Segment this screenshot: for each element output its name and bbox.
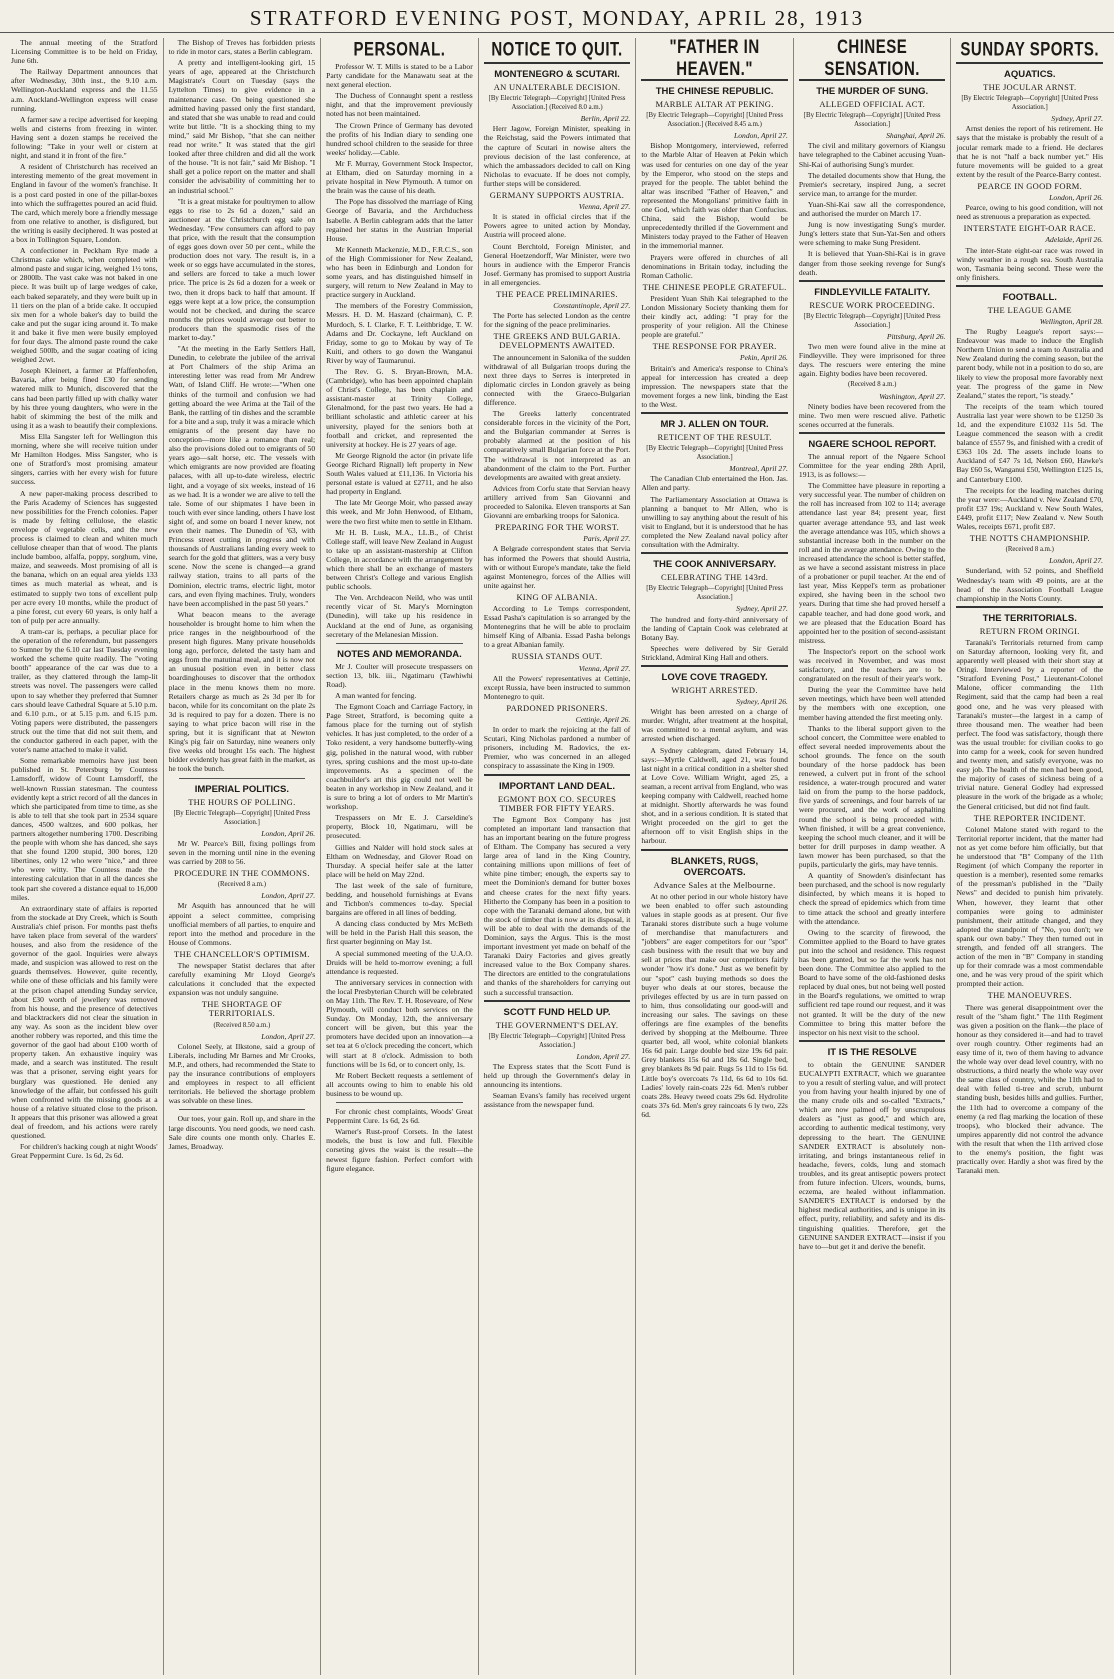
dateline: Montreal, April 27. xyxy=(729,464,788,474)
paragraph: Colonel Seely, at Ilkstone, said a group of Liberals, including Mr Barnes and Mr Crooks, M.P., and others, had recommended the State to pay the insurance contributions of employers and employees in respect to all efficient territorials. He believed the shortage problem was solvable on these lines. xyxy=(168,1041,316,1106)
paragraph: Yuan-Shi-Kai saw all the correspondence, and authorised the murder on March 17. xyxy=(798,199,946,219)
paragraph: Herr Jagow, Foreign Minister, speaking in the Reichstag, said the Powers intimated that the capture of Scutari in nowise alters the previous decision of the last conference, at which the ambassadors decided to call on King Nicholas to evacuate. If he does not comply, further steps will be considered. xyxy=(483,124,631,188)
paragraph: Wright has been arrested on a charge of murder. Wright, after treatment at the hospital, was committed to a mental asylum, and was arrested when discharged. xyxy=(641,707,788,744)
column-headline: NOTICE TO QUIT. xyxy=(491,38,623,61)
article-headline: IT IS THE RESOLVE xyxy=(827,1046,917,1058)
paragraph: The Bishop of Treves has forbidden priests to ride in motor cars, states a Berlin cablegram. xyxy=(168,38,316,57)
sub-headline: THE CHANCELLOR'S OPTIMISM. xyxy=(174,948,310,959)
divider xyxy=(179,1109,306,1110)
column-4 xyxy=(478,38,636,1675)
sub-headline: GERMANY SUPPORTS AUSTRIA. xyxy=(489,190,625,201)
sub-headline: AN UNALTERABLE DECISION. xyxy=(493,82,621,92)
paragraph: The annual report of the Ngaere School Committee for the year ending 28th April, 1913, is as follows:— xyxy=(798,451,946,480)
dateline: Sydney, April 27. xyxy=(1051,114,1104,124)
article-headline: FINDLEYVILLE FATALITY. xyxy=(814,286,931,298)
paragraph: Miss Ella Sangster left for Wellington this morning, where she will receive tuition under Mr Hamilton Hodges. Miss Sangster, who is one of Stratford's most promising amateur singers, carries with her every wish for future success. xyxy=(11,431,158,487)
article-headline: AQUATICS. xyxy=(1003,69,1056,80)
sub-headline: THE HOURS OF POLLING. xyxy=(188,796,296,807)
dateline: London, April 27. xyxy=(576,1051,631,1061)
paragraph: Warner's Rust-proof Corsets. In the latest models, the bust is low and full. Flexible corseting gives the waist is the result—the newest figure fashion. Perfect comfort with figure elegance. xyxy=(326,1127,473,1173)
column-3 xyxy=(320,38,478,1675)
paragraph: An extraordinary state of affairs is reported from the stockade at Dry Creek, which is South Australia's chief prison. For months past thefts have taken place from several of the warders' houses, and also from the residence of the governor of the gaol. Inquiries were always made, and suspicion was allowed to rest on the guards themselves. However, quite recently, while one of these officials and his family were at the prison chapel attending Sunday service, about £30 worth of jewellery was removed from his house, and the presence of detectives and blacktrackers did not clear the situation in any way. As soon as the incident blew over another robbery was reported, and this time the governor of the gaol had about £100 worth of property taken. An exhaustive inquiry was made, and a search was instituted. The result was that a prisoner, serving eight years for burglary was questioned. He denied any knowledge of the affair, but confessed his guilt when confronted with the missing goods at a house of a relative situated close to the prison. It appears that this prisoner was allowed a great deal of freedom, and his actions were rarely questioned. xyxy=(11,903,158,1141)
paragraph: Mr Kenneth Mackenzie, M.D., F.R.C.S., son of the High Commissioner for New Zealand, who has been in Edinburgh and London for some years, and has distinguished himself in surgery, will return to New Zealand in May to practice surgery in Auckland. xyxy=(326,244,473,300)
article-headline: MR J. ALLEN ON TOUR. xyxy=(660,419,769,430)
dateline: London, April 27. xyxy=(1049,556,1104,566)
article-headline: IMPERIAL POLITICS. xyxy=(194,783,290,795)
sub-headline: CELEBRATING THE 143rd. xyxy=(660,572,769,583)
credit-line: [By Electric Telegraph—Copyright] [United Press Association.] xyxy=(173,809,311,826)
paragraph: Professor W. T. Mills is stated to be a Labor Party candidate for the Manawatu seat at the next general election. xyxy=(326,62,473,90)
dateline: Sydney, April 27. xyxy=(736,604,788,614)
sub-headline: THE JOCULAR ARNST. xyxy=(983,82,1077,92)
sub-headline: ALLEGED OFFICIAL ACT. xyxy=(819,99,926,109)
paragraph: At no other period in our whole history have we been enabled to offer such astounding values in staple goods as at present. Our five Taranaki stores distribute such a huge volume of merchandise that manufacturers and "jobbers" are eager competitors for our "spot" cash business with the result that we buy and sell at prices that make our competitors fairly wonder "how it's done." Just as we benefit by our "spot" cash buying methods so does the buyer who deals at our stores, because the privileges effected by us are in turn passed on to him, thus consolidating our good-will and increasing our sales. The savings on these offerings are fine examples of the benefits derived by shopping at the Melbourne. Three quarter bed, all wool, white colonial blankets 16s 6d pair. Large double bed size 19s 6d pair. Grey blankets 15s 6d and 18s 6d. Single bed, grey blankets 8s 9d pair. Rugs 5s 11d to 15s 6d. Little boy's overcoats 7s 11d, 6s 6d to 10s 6d. Ladies' lovely rain-coats 22s 6d. Men's rubber coats 28s. Heavy tweed coats 29s 6d. Hydrolite coats 37s 6d. Men's grey raincoats 6 ly two, 22s 6d. xyxy=(641,891,788,1119)
paragraph: "It is a great mistake for poultrymen to allow eggs to rise to 2s 6d a dozen," said an auctioneer at the Christchurch egg sale on Wednesday. "Few consumers can afford to pay that price, with the result that the consumption of eggs goes down over 50 per cent., while the production does not vary. The result is, in a week or so eggs have accumulated in the stores, and sellers are forced to take a much lower price. The price is 2s 6d a dozen for a week or two, then it drops back to half that amount. If eggs were kept at a low price, the consumption would not be checked, and during the scarce months the prices would average out better to producers than the spasmodic rises of the market to-day." xyxy=(168,196,316,342)
paragraph: The Ven. Archdeacon Neild, who was until recently vicar of St. Mary's Mornington (Dunedin), will take up his residence in Auckland at the end of June, as organising secretary of the Melanesian Mission. xyxy=(326,593,473,639)
paragraph: The Porte has selected London as the centre for the signing of the peace preliminaries. xyxy=(483,311,631,330)
paragraph: Bishop Montgomery, interviewed, referred to the Marble Altar of Heaven at Pekin which was used for centuries on one day of the year by the Emperor, who stood on the steps and prayed for the people. The tablet behind the altar was inscribed "Father of Heaven," and represented the Mongolians' primitive faith in one God, which faith was older than Confucius. China, said the Bishop, would be unprecedentedly thrilled if the Government and Ministers today prayed to the Father of Heaven in the immemorial manner. xyxy=(641,141,788,251)
paragraph: What beacon means to the average householder is brought home to him when the price ranges in the neighbourhood of the present high figures. Many private households long ago, perforce, deleted the tasty ham and eggs from the matutinal meal, and it is now not an unusual position even in better class boardinghouses to discover that the orthodox place in the menu knows them no more. Retailers charge as much as 2s 3d per lb for bacon, while for its concomitant on the plate 2s 3d is required to pay for a dozen. There is no saying to what price bacon will rise in the spring, but it is significant that at Newton King's pig fair on Saturday, nine weaners only five weeks old brought 15s each. The highest bidder evidently has great faith in the market, as he took the bunch. xyxy=(168,609,316,774)
dateline: London, April 27. xyxy=(261,891,316,901)
divider xyxy=(956,606,1103,608)
paragraph: Mr W. Pearce's Bill, fixing pollings from seven in the morning until nine in the evening was carried by 208 to 56. xyxy=(168,838,316,867)
column-2 xyxy=(163,38,321,1675)
paragraph: The Railway Department announces that after Wednesday, 30th inst., the 9.10 a.m. Wellington-Auckland express and the 11.55 a.m. Auckland-Wellington express will cease running. xyxy=(11,67,158,113)
paragraph: A new paper-making process described to the Paris Academy of Sciences has suggested new possibilities for the French colonies. Paper is made by felting cellulose, the elastic envelope of vegetable cells, and the new process is claimed to clean and whiten much cellulose cheaper than that of wood. The plants include bamboo, alfalfa, poppy, sorghum, vine, maize, and seaweeds. Most promising of all is the banana, which on an equal area yields 133 times as much material as wheat, and is estimated to supply two tons of excellent pulp per acre every 10 months, while the product of a pine forest, cut every 60 years, is only half a ton of pulp per acre annually. xyxy=(11,488,158,625)
credit-line: [By Electric Telegraph—Copyright] [United Press Association.] xyxy=(803,312,941,329)
paragraph: Ninety bodies have been recovered from the mine. Two men were rescued alive. Pathetic scenes occurred at the funerals. xyxy=(798,401,946,429)
sub-headline: THE PEACE PRELIMINARIES. xyxy=(496,288,618,299)
paragraph: Owing to the scarcity of firewood, the Committee applied to the Board to have grates put into the school and residence. This request has been granted, but so far the work has not been done. The Committee also applied to the Board to have some of the old-fashioned desks replaced by dual ones, but not being well posted in the Board's regulations, we omitted to wrap sufficient red tape round our request, and it was not granted. It will be the duty of the new Committee to bring this matter before the inspector on his next visit to the school. xyxy=(798,927,946,1037)
paragraph: Taranaki's Territorials returned from camp on Saturday afternoon, looking very fit, and apparently well pleased with their short stay at Oringi. Interviewed by a reporter of the "Stratford Evening Post," Lieutenant-Colonel Malone, officer commanding the 11th Regiment, said that the camp had been a real good one, and he was very pleased with Taranaki's muster—the largest in a camp of three thousand men. The weather had been perfect. The food was satisfactory, though there was the usual trouble: for civilian cooks to go into camp for a week, cook for seven hundred and twenty men, and satisfy everyone, was no easy job. The health of the men had been good, the majority of cases of sickness being of a trivial nature. General Godley had expressed pleasure in the work of the brigade as a whole; the General criticised, but did not find fault. xyxy=(956,637,1104,811)
sub-headline: RUSSIA STANDS OUT. xyxy=(511,651,603,662)
divider xyxy=(484,774,631,776)
credit-line: (Received 8 a.m.) xyxy=(217,881,267,889)
sub-headline: RESCUE WORK PROCEEDING. xyxy=(809,299,935,310)
paragraph: A tram-car is, perhaps, a peculiar place for the operation of the referendum, but passengers to Sumner by the 6.10 car last Tuesday evening worked the scheme quite readily. The "voting booth" appearance of the car was due to a trailer, as they clattered through the lamp-lit streets was novel. The passengers were called upon to say whether they preferred that Sumner cars should leave Cathedral Square at 5.10 p.m. and 6.10 p.m., or at 5.15 p.m. and 6.15 p.m. Voting papers were distributed, the passengers struck out the time that did not suit them, and the conductor gathered in each paper, with the voter's name attached to make it valid. xyxy=(11,626,158,755)
divider xyxy=(641,665,788,667)
column-7 xyxy=(950,38,1108,1675)
divider xyxy=(956,285,1103,287)
dateline: London, April 27. xyxy=(734,131,788,141)
paragraph: In order to mark the rejoicing at the fall of Scutari, King Nicholas pardoned a number of prisoners, including M. Radovics, the ex-Premier, who was concerned in an alleged conspiracy to assassinate the King in 1909. xyxy=(483,725,631,771)
paragraph: The members of the Forestry Commission, Messrs. H. D. M. Haszard (chairman), C. P. Murdoch, S. I. Clarke, F. T. Leithbridge, T. W. Adams and Dr. Cockayne, left Auckland on Friday, some to go to Mokau by way of Te Kuiti, and others to go down the Wanganui River by way of Taumarunui. xyxy=(326,301,473,365)
paragraph: The hundred and forty-third anniversary of the landing of Captain Cook was celebrated at Botany Bay. xyxy=(641,614,788,642)
paragraph: The Parliamentary Association at Ottawa is planning a banquet to Mr Allen, who is unwilling to say anything about the result of his visit to England, but it is understood that he has completed the New Zealand naval policy after consultation with the Admiralty. xyxy=(641,494,788,550)
divider xyxy=(336,643,463,644)
paragraph: Joseph Kleinert, a farmer at Pfaffenhofen, Bavaria, after being fined £30 for sending watered milk to Munich, discovered that the cans had been partly filled up with chalky water by his three young daughters, who were in the habit of skimming the best of the milk and using it as a wash to beautify their complexions. xyxy=(11,366,158,430)
paragraph: Thanks to the liberal support given to the school concert, the Committee were enabled to effect several needed improvements about the school grounds. The fence on the south boundary of the horse paddock has been renewed, a culvert put in front of the school residence, a water-trough procured and water laid on from the pump to the horse paddock, five yards of screenings, and four barrels of tar were procured, and the work of asphalting round the school is being proceeded with. When finished, it will be a great convenience, keeping the school much cleaner, and it will be better for drill purposes in damp weather. A lawn mower has been purchased, so that the pupils, particularly the girls, may have tennis. xyxy=(798,723,946,870)
divider xyxy=(484,1000,631,1002)
paragraph: The anniversary services in connection with the local Presbyterian Church will be celebrated on May 11th. The Rev. T. H. Roseveare, of New Plymouth, will conduct both services on the Sunday. On Monday, 12th, the anniversary concert will be given, but this year the promoters have decided upon an innovation—a set tea at 6 o'clock preceding the concert, which will start at 8 o'clock. Admission to both functions will be 1s 6d, or to concert only, 1s. xyxy=(326,977,473,1069)
paragraph: A dancing class conducted by Mrs McBeth will be held in the Parish Hall this season, the first quarter beginning on May 1st. xyxy=(326,919,473,947)
column-headline: CHINESE SENSATION. xyxy=(824,38,920,81)
paragraph: A special summoned meeting of the U.A.O. Druids will be held to-morrow evening; a full attendance is requested. xyxy=(326,948,473,976)
paragraph: According to Le Temps correspondent, Essad Pasha's capitulation is so arranged by the Montenegrins that he will be able to proclaim himself King of Albania. Essad Pasha belongs to a great Albanian family. xyxy=(483,603,631,650)
dateline: Adelaide, April 26. xyxy=(1045,235,1104,245)
divider xyxy=(799,432,946,434)
article-headline: THE TERRITORIALS. xyxy=(982,612,1077,624)
dateline: Wellington, April 28. xyxy=(1039,316,1104,326)
paragraph: Arnst denies the report of his retirement. He says that the mistake is probably the result of a jocular remark made to a friend. He declares that he is not "half a back number yet." His future movements will be guided to a great extent by the result of the Pearce-Barry contest. xyxy=(956,124,1104,179)
paragraph: The Express states that the Scott Fund is held up through the Government's delay in announcing its intentions. xyxy=(483,1062,631,1090)
paragraph: President Yuan Shih Kai telegraphed to the London Missionary Society thanking them for their kindly act, adding: "I pray for the prosperity of your religion. All the Chinese people are grateful." xyxy=(641,293,788,340)
divider xyxy=(799,280,946,282)
dateline: London, April 26. xyxy=(1049,193,1104,203)
dateline: London, April 26. xyxy=(261,828,316,838)
paragraph: Mr H. B. Lusk, M.A., LL.B., of Christ College staff, will leave New Zealand in August to take up an assistant-mastership at Clifton College, in accordance with the arrangement by which there shall be an exchange of masters between Christ's College and various English public schools. xyxy=(326,527,473,592)
sub-headline: KING OF ALBANIA. xyxy=(516,591,598,602)
paragraph: Mr Asquith has announced that he will appoint a select committee, comprising unofficial members of all parties, to enquire and report into the method and procedure in the House of Commons. xyxy=(168,901,316,947)
sub-headline: PARDONED PRISONERS. xyxy=(506,702,608,713)
sub-headline: THE REPORTER INCIDENT. xyxy=(973,812,1086,823)
divider xyxy=(179,778,306,779)
paragraph: Seaman Evans's family has received urgent assistance from the newspaper fund. xyxy=(483,1091,631,1110)
paragraph: It is believed that Yuan-Shi-Kai is in grave danger from those seeking revenge for Sung's death. xyxy=(798,249,946,277)
credit-line: (Received 8 a.m.) xyxy=(848,381,897,389)
column-headline: PERSONAL. xyxy=(353,38,446,61)
credit-line: (Received 8.50 a.m.) xyxy=(213,1021,271,1029)
sub-headline: PROCEDURE IN THE COMMONS. xyxy=(173,868,310,879)
article-headline: THE MURDER OF SUNG. xyxy=(816,86,929,97)
paragraph: All the Powers' representatives at Cettinje, except Russia, have been instructed to summon Montenegro to quit. xyxy=(483,673,631,701)
paragraph: It is stated in official circles that if the Powers agree to united action by Monday, Austria will proceed alone. xyxy=(483,212,631,240)
sub-headline: THE RESPONSE FOR PRAYER. xyxy=(652,341,777,352)
dateline: Pittsburg, April 26. xyxy=(886,331,946,341)
dateline: Pekin, April 26. xyxy=(739,353,788,363)
dateline: Vienna, April 27. xyxy=(578,202,631,212)
paragraph: The late Mr George Moir, who passed away this week, and Mr John Henwood, of Eltham, were the two first white men to settle in Eltham. xyxy=(326,498,473,526)
sub-headline: THE CHINESE PEOPLE GRATEFUL. xyxy=(642,281,787,292)
divider xyxy=(336,1102,463,1103)
article-headline: NOTES AND MEMORANDA. xyxy=(337,648,462,660)
paragraph: The inter-State eight-oar race was rowed in windy weather in a rough sea. South Australia won, Tasmania being second. These were the only finishers. xyxy=(956,245,1104,282)
paragraph: The Egmont Coach and Carriage Factory, in Page Street, Stratford, is becoming quite a famous place for the turning out of stylish vehicles. It has just completed, to the order of a Toko resident, a very handsome butterfly-wing gig, polished in the natural wood, with rubber tyres, spring cushions and the most up-to-date improvements. As a specimen of the coachbuilder's art this gig could not well be beaten in any workshop in New Zealand, and it is sure to bring a lot of orders to Mr Martin's workshop. xyxy=(326,702,473,812)
paragraph: Prayers were offered in churches of all denominations in Britain today, including the Roman Catholic. xyxy=(641,252,788,280)
paragraph: During the year the Committee have held seven meetings, which have been well attended by the members with one exception, one member having attended the first meeting only. xyxy=(798,685,946,722)
divider xyxy=(956,62,1103,64)
paragraph: A man wanted for fencing. xyxy=(335,691,417,700)
sub-headline: THE LEAGUE GAME xyxy=(987,304,1072,315)
sub-headline: THE SHORTAGE OF TERRITORIALS. xyxy=(201,999,283,1019)
article-headline: NGAERE SCHOOL REPORT. xyxy=(808,438,936,450)
paragraph: The Canadian Club entertained the Hon. Jas. Allen and party. xyxy=(641,474,788,493)
credit-line: [By Electric Telegraph—Copyright] [United Press Association.] (Received 8.45 a.m.) xyxy=(646,112,784,129)
paragraph: Some remarkable memoirs have just been published in St. Petersburg by Countess Lamsdorff, widow of Count Lamsdorff, the well-known Russian statesman. The countess evidently kept a strict record of all the dances in which she participated from time to time, as she is able to tell that she took part in 2534 square dances, 4500 waltzes, and 600 polkas, her partners altogether numbering 1700. Describing the people with whom she has danced, she says that she found 1200 stupid, 300 bores, 120 libertines, only 12 who were "nice," and three who were witty. The Countess made the interesting calculation that in all the dances she took part she covered a distance equal to 16,000 miles. xyxy=(11,756,158,902)
paragraph: The announcement in Salonika of the sudden withdrawal of all Bulgarian troops during the next three days to Serres is interpreted in diplomatic circles in London gravely as being connected with the Graeco-Bulgarian difference. xyxy=(483,352,631,407)
paragraph: Mr J. Coulter will prosecute trespassers on section 13, blk. iii., Ngatimaru (Tawhiwhi Road). xyxy=(326,661,473,689)
sub-headline: PEARCE IN GOOD FORM. xyxy=(977,180,1083,191)
paragraph: The Committee have pleasure in reporting a very successful year. The number of children on the roll has increased from 102 to 114; average attendance last year 84; present year, first quarter average attendance 93, and last week the average attendance was 105, which shows a substantial increase both in the number on the roll and in the average attendance. Owing to the increased attendance the school is better staffed, as we have a second assistant mistress in place of a probationer or pupil teacher. At the end of last year, Miss Keppel's term as probationer expired, she having been in the school two years. During that time she had proved herself a capable teacher, and had done good work, and we are pleased that the Education Board has appointed her to the position of second-assistant mistress. xyxy=(798,481,946,645)
dateline: Vienna, April 27. xyxy=(578,663,631,673)
dateline: Sydney, April 26. xyxy=(736,697,788,707)
dateline: Cettinje, April 26. xyxy=(575,715,631,724)
paragraph: Mr Robert Beckett requests a settlement of all accounts owing to him to enable his old business to be wound up. xyxy=(326,1070,473,1098)
dateline: Washington, April 27. xyxy=(879,391,946,401)
article-headline: THE COOK ANNIVERSARY. xyxy=(653,559,776,571)
sub-headline: INTERSTATE EIGHT-OAR RACE. xyxy=(963,223,1096,234)
sub-headline: MARBLE ALTAR AT PEKING. xyxy=(655,99,774,109)
paragraph: For chronic chest complaints, Woods' Great Peppermint Cure. 1s 6d, 2s 6d. xyxy=(326,1107,473,1126)
sub-headline: THE GREEKS AND BULGARIA. DEVELOPMENTS AWAITED. xyxy=(493,331,621,351)
column-1 xyxy=(6,38,163,1675)
sub-headline: EGMONT BOX CO. SECURES TIMBER FOR FIFTY YEARS. xyxy=(497,793,617,813)
paragraph: The Greeks latterly concentrated considerable forces in the vicinity of the Port, and the Bulgarian commander at Serres is probably alarmed at the position of his comparatively small Bulgarian force at the Port. The withdrawal is not interpreted as an abandonment of the claim to the Port. Further developments are awaited with great anxiety. xyxy=(483,409,631,482)
divider xyxy=(641,412,788,414)
paragraph: Mr George Rignold the actor (in private life George Richard Rignall) left property in New South Wales valued at £11,136. In Victoria his personal estate is valued at £2711, and he also had property in England. xyxy=(326,450,473,497)
paragraph: The Egmont Box Company has just completed an important land transaction that has an important bearing on the future progress of Eltham. The Company has secured a very large area of land in the King Country, containing millions upon millions of feet of white pine timber; enough, the experts say to meet the Dominion's demand for butter boxes and cheese crates for the next fifty years. Hitherto the Company has been in a position to cope with the Taranaki demand alone, but with the stock of timber that is now at its disposal, it will be able to deal with the demands of the Dominion, says the Argus. This is the most important investment yet made on behalf of the Taranaki Dairy Factories and gives greatly increased value to the Box Company shares. The directors are entitled to the congratulations and thanks of the shareholders for carrying out such a successful transaction. xyxy=(483,814,631,997)
paragraph: The Crown Prince of Germany has devoted the profits of his Indian diary to sending one hundred school children to the seaside for three weeks' holiday.—Cable. xyxy=(326,120,473,157)
sub-headline: RETURN FROM ORINGI. xyxy=(979,625,1080,636)
article-headline: BLANKETS, RUGS, OVERCOATS. xyxy=(671,855,759,878)
paragraph: The detailed documents show that Hung, the Premier's secretary, inspired Jung, a secret service man, to arrange for the murder. xyxy=(798,170,946,198)
dateline: Constantinople, April 27. xyxy=(553,301,631,311)
dateline: Shanghai, April 26. xyxy=(886,131,946,141)
paragraph: Count Berchtold, Foreign Minister, and General Hoetzendorff, War Minister, were two hours in audience with the Emperor Francis Josef. Germany has promised to support Austria in all emergencies. xyxy=(483,241,631,287)
sub-headline: WRIGHT ARRESTED. xyxy=(671,684,758,695)
sub-headline: THE GOVERNMENT'S DELAY. xyxy=(495,1019,619,1030)
paragraph: The receipts for the leading matches during the year were:—Auckland v. New Zealand £70, profit £37 19s; Auckland v. New South Wales, £449, profit £117; New Zealand v. New South Wales, receipts £671, profit £87. xyxy=(956,485,1104,532)
paragraph: Gillies and Nalder will hold stock sales at Eltham on Wednesday, and Glover Road on Thursday. A special heifer sale at the latter place will be held on May 22nd. xyxy=(326,842,473,879)
sub-headline: PREPARING FOR THE WORST. xyxy=(495,522,620,533)
column-6 xyxy=(793,38,951,1675)
paragraph: A pretty and intelligent-looking girl, 15 years of age, appeared at the Christchurch Magistrate's Court on Tuesday (says the Lyttelton Times) to give evidence in a maintenance case. On being questioned she admitted having passed only the first standard, and stated that she was unable to read and could write but little. "It is a shocking thing to my mind," said Mr Bishop, "that she can neither read nor write." It was stated that the girl looked after three children and did all the work of the house. "It is not fair," said Mr Bishop. "I shall get a police report on the matter and shall consider the advisability of committing her to an industrial school." xyxy=(168,58,316,195)
paragraph: Speeches were delivered by Sir Gerald Strickland, Admiral King Hall and others. xyxy=(641,643,788,662)
paragraph: Trespassers on Mr E. J. Carseldine's property, Block 10, Ngatimaru, will be prosecuted. xyxy=(326,813,473,841)
article-headline: FOOTBALL. xyxy=(1002,291,1057,303)
column-headline: SUNDAY SPORTS. xyxy=(960,38,1100,61)
divider xyxy=(641,849,788,851)
divider xyxy=(484,62,631,64)
sub-headline: RETICENT OF THE RESULT. xyxy=(657,432,772,442)
columns xyxy=(6,38,1108,1675)
paragraph: "At the meeting in the Early Settlers Hall, Dunedin, to celebrate the jubilee of the arrival at Port Chalmers of the ship Arima an interesting letter was read from Mr Andrew Watt, of Island Cliff. He wrote:—"When one thinks of the turmoil and confusion we had getting aboard the wee Arima at the Tail of the Bank, the rattling of tin dishes and the scramble for a bite and a sup, truly it was a miracle which emigrants of the present day have no conception—more like a romance than real; also the provisions doled out to emigrants of 50 years ago—salt horse, etc. The vessels with which emigrants are now provided are floating palaces, with all up-to-date wireless, electric light, and a voyage of six weeks, instead of 16 as we had. It is a wonder we are alive to tell the tale. Some of our shipmates I have been in touch with ever since landing, others I have lost sight of, and some on board I never knew, not even their names. The Dunedin of '63, with Princess street cutting in progress and with thousands of Australians landing every week to search for the gold that glitters, was a very busy scene. Now the scene is changed—a grand railway station, trains to all parts of the Dominion, electric trams, electric light, motor cars, and even flying machines. Truly, wonders have been accomplished in the past 50 years." xyxy=(168,344,316,608)
article-headline: MONTENEGRO & SCUTARI. xyxy=(494,69,620,80)
paragraph: For children's hacking cough at night Woods' Great Peppermint Cure. 1s 6d, 2s 6d. xyxy=(11,1142,158,1161)
paragraph: The Rev. G. S. Bryan-Brown, M.A. (Cambridge), who has been appointed chaplain of Christ's College, has been chaplain and assistant-master at Trinity College, Glenalmond, for the past two years. He had a brilliant scholastic and athletic career at his university, played for the seniors both at football and cricket, and represented the university at hockey. He is 27 years of age. xyxy=(326,367,473,449)
credit-line: [By Electric Telegraph—Copyright] [United Press Association.] xyxy=(803,112,941,129)
dateline: Paris, April 27. xyxy=(583,534,631,544)
column-headline: "FATHER IN HEAVEN." xyxy=(669,38,760,81)
article-headline: LOVE COVE TRAGEDY. xyxy=(661,671,768,683)
paragraph: A Sydney cablegram, dated February 14, says:—Myrtle Caldwell, aged 21, was found last night in a critical condition in a shelter shed at Love Cove. William Wright, aged 25, a seaman, a recent arrival from England, who was keeping company with Caldwell, reached home at midnight. Shortly afterwards he was found shot, and in a serious condition. It is stated that Wright proceeded on the girl to get the afternoon off to visit English ships in the harbour. xyxy=(641,745,788,846)
credit-line: [By Electric Telegraph—Copyright] [United Press Association.] xyxy=(646,445,784,462)
paragraph: A Belgrade correspondent states that Servia has informed the Powers that should Austria, with or without Europe's mandate, take the field against Montenegro, forces of the Allies will unite against her. xyxy=(483,544,631,590)
paragraph: The receipts of the team which toured Australia last year were shown to be £1250 3s 1d, and the expenditure £1032 11s 5d. The League commenced the season with a credit balance of £557 9s, and finished with a credit of £363 10s 2d. The assets include loans to Auckland of £47 7s 1d, Nelson £60, Hawke's Bay £60 5s, Wanganui £50, Wellington £125 1s, and Canterbury £100. xyxy=(956,401,1104,484)
paragraph: A farmer saw a recipe advertised for keeping wells and cisterns from freezing in winter. Having sent a dozen stamps he received the following: "Take in your well or cistern at night, and stand it in front of the fire." xyxy=(11,114,158,161)
sub-headline: THE MANOEUVRES. xyxy=(987,990,1072,1001)
paragraph: Two men were found alive in the mine at Findleyville. They were imprisoned for three days. The rescuers were entering the mine again. Eighty bodies have been recovered. xyxy=(798,342,946,379)
credit-line: [By Electric Telegraph—Copyright] [United Press Association.] xyxy=(488,1032,626,1049)
article-headline: IMPORTANT LAND DEAL. xyxy=(499,780,615,792)
credit-line: (Received 8 a.m.) xyxy=(1005,546,1054,554)
paragraph: A confectioner in Peckham Rye made a Christmas cake which, when completed with almond paste and sugar icing, weighed 1½ tons, or 2800lb. The vast cake was not baked in one piece. It was built up of large wedges of cake, each baked separately, and they were built up in 11 tiers on the plan of a bride cake. It occupied six men for a whole baker's day to build the cake and put the sugar icing around it. To make it and bake it five men were busily employed for four days. The almond paste round the cake weighed 500lb, and the sugar coating of icing weighed 2cwt. xyxy=(11,246,158,365)
paragraph: Mr F. Murray, Government Stock Inspector, at Eltham, died on Saturday morning in a private hospital in New Plymouth. A tumor on the brain was the cause of his death. xyxy=(326,158,473,196)
paragraph: Britain's and America's response to China's appeal for intercession has created a deep impression. The newspapers state that the movement forges a new link, binding the East to the West. xyxy=(641,363,788,409)
dateline: Berlin, April 22. xyxy=(580,114,631,124)
sub-headline: Advance Sales at the Melbourne. xyxy=(653,879,776,890)
paragraph: The annual meeting of the Stratford Licensing Committee is to be held on Friday, June 6th. xyxy=(11,38,158,66)
paragraph: to obtain the GENUINE SANDER EUCALYPTI EXTRACT, which we guarantee to you a result of sterling value, and will protect you from having your health injured by one of the many crude oils and so-called "Extracts," which are now palmed off by unscrupulous dealers as "just as good," and which are, according to authentic medical testimony, very depressing to the heart. The GENUINE SANDER EXTRACT is absolutely non-irritating, and brings instantaneous relief in headache, fevers, colds, lung and stomach troubles, and its great antiseptic powers protect from future infection. Ulcers, wounds, burns, eczema, are healed without inflammation. SANDER'S EXTRACT is endorsed by the highest medical authorities, and is unique in its effect, purity, reliability, and safety and its dis-tinguishing qualities. Therefore, get the GENUINE SANDER EXTRACT—insist if you have to—but get it and derive the benefit. xyxy=(798,1059,946,1251)
article-headline: SCOTT FUND HELD UP. xyxy=(503,1006,611,1018)
paragraph: Colonel Malone stated with regard to the Territorial reporter incident, that the matter had not as yet come before him officially, but that he understood that "B" Company of the 11th Regiment (of which Company the reporter in question is a member), resented some remarks of the pressman's published in the "Daily News" and decided to punish him privately. When, however, they learnt that other companies were going to administer punishment, their attitude changed, and they adopted the standpoint of "No, you don't; we spank our own baby." They then turned out in strength, and fended off all strangers. The action of the men in "B" Company in standing up for their comrade was a most commendable one, and he was very proud of the spirit which prompted their action. xyxy=(956,824,1104,989)
paragraph: The Pope has dissolved the marriage of King George of Bavaria, and the Archduchess Isabelle. A Berlin cablegram adds that the latter regained her status in the Austrian Imperial House. xyxy=(326,197,473,243)
paragraph: The last week of the sale of furniture, bedding, and household furnishings at Evans and Tichbon's commences to-day. Special bargains are offered in all lines of bedding. xyxy=(326,880,473,918)
dateline: London, April 27. xyxy=(261,1031,316,1041)
paragraph: Advices from Corfu state that Servian heavy artillery arrived from San Giovanni and proceeded to Salonika. Eleven transports at San Giovanni are embarking troops for Salonica. xyxy=(483,483,631,521)
paragraph: The newspaper Statist declares that after carefully examining Mr Lloyd George's calculations it concluded that the expected expansion was not unduly sanguine. xyxy=(168,961,316,998)
article-headline: THE CHINESE REPUBLIC. xyxy=(655,86,774,97)
masthead: STRATFORD EVENING POST, MONDAY, APRIL 28, 1913 xyxy=(0,6,1114,33)
paragraph: The civil and military governors of Kiangsu have telegraphed to the Cabinet accusing Yuan-Shi-Kai of authorising Sung's murder. xyxy=(798,141,946,169)
divider xyxy=(799,1040,946,1042)
paragraph: A resident of Christchurch has received an interesting memento of the great movement in England in favour of the women's franchise. It is a post card posted in one of the pillar-boxes into which the suffragettes poured an acid fluid. The card, which merely bore a friendly message from one relative to another, is disfigured, but the writing is easily deciphered. It was posted at a box in Tollington Square, London. xyxy=(11,162,158,244)
credit-line: [By Electric Telegraph—Copyright] [United Press Association.] xyxy=(961,95,1099,112)
divider xyxy=(641,552,788,554)
credit-line: [By Electric Telegraph—Copyright] [United Press Association.] xyxy=(646,585,784,602)
paragraph: Pearce, owing to his good condition, will not need as strenuous a preparation as expected. xyxy=(956,203,1104,222)
paragraph: Jung is now investigating Sung's murder. Jung's letters state that Sun-Yat-Sen and others were scheming to make Sung President. xyxy=(798,220,946,248)
column-5 xyxy=(635,38,793,1675)
paragraph: The Duchess of Connaught spent a restless night, and that the improvement previously noted has not been maintained. xyxy=(326,91,473,119)
paragraph: Sunderland, with 52 points, and Sheffield Wednesday's team with 49 points, are at the head of the Association Football League championship in the Notts County. xyxy=(956,566,1104,603)
paragraph: A quantity of Snowden's disinfectant has been purchased, and the school is now regularly disinfected, by which means it is hoped to check the spread of epidemics which from time to time attack the school and greatly interfere with the attendance. xyxy=(798,871,946,926)
sub-headline: THE NOTTS CHAMPIONSHIP. xyxy=(969,533,1090,544)
paragraph: The Inspector's report on the school work was received in November, and was most satisfactory, and the teachers are to be congratulated on the result of their year's work. xyxy=(798,646,946,684)
paragraph: There was general disappointment over the result of the "sham fight." The 11th Regiment was given a position on the flank—the place of honour as they considered it—and had to travel over rough country. Other regiments had an easy time of it, two of them having to advance the whole way over dead level country, with no obstructions, a third nearly the whole way over the same class of country, while the 11th had to deal with felled ti-tree and scrub, unburnt standing bush, besides hills and gullies. Further, the 11th had to overcome a company of the enemy (a red flag marking the location of these troops), who blocked their advance. The umpires apparently did not control the advance with the result that when the 11th arrived close to the enemy's position, the fight was practically over. Hardly a shot was fired by the Taranaki men. xyxy=(956,1002,1104,1176)
credit-line: [By Electric Telegraph—Copyright] [United Press Association.] (Received 8.0 a.m.) xyxy=(488,95,626,112)
paragraph: Our toes, your gain. Roll up, and share in the large discounts. You need goods, we need cash. Sale dire counts one month only. Charles E. James, Broadway. xyxy=(168,1114,316,1151)
paragraph: The Rugby League's report says:—Endeavour was made to induce the English Northern Union to send a team to Australia and New Zealand during the coming season, but the parent body, while not in a position to do so, are likely to view the proposal more favorably next year. The progress of the game in New Zealand," states the report, "is steady." xyxy=(956,327,1104,400)
